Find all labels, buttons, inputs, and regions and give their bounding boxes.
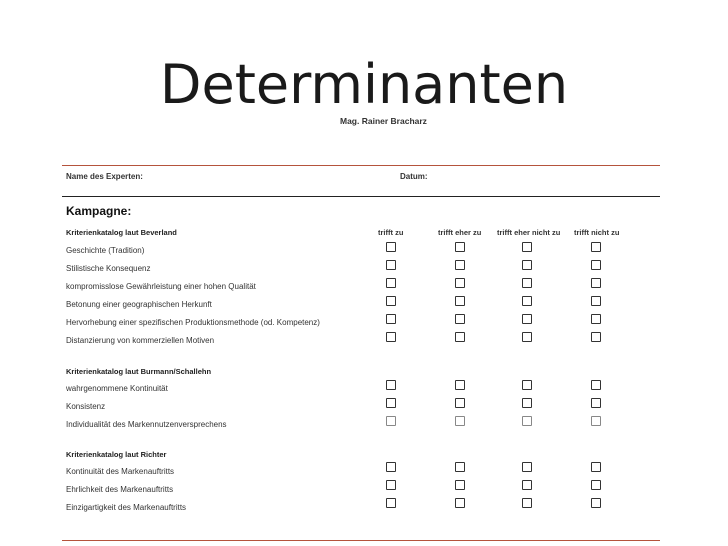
- rating-checkbox[interactable]: [591, 498, 601, 508]
- date-label: Datum:: [400, 172, 428, 181]
- rating-checkbox[interactable]: [386, 480, 396, 490]
- rating-checkbox[interactable]: [455, 260, 465, 270]
- rating-checkbox[interactable]: [591, 314, 601, 324]
- column-trifft-eher-nicht-zu: trifft eher nicht zu: [497, 228, 561, 237]
- column-trifft-nicht-zu: trifft nicht zu: [574, 228, 620, 237]
- rating-checkbox[interactable]: [455, 314, 465, 324]
- rating-checkbox[interactable]: [522, 462, 532, 472]
- section-heading-beverland: Kriterienkatalog laut Beverland: [66, 228, 177, 237]
- rating-checkbox[interactable]: [386, 242, 396, 252]
- rating-checkbox[interactable]: [591, 480, 601, 490]
- rating-checkbox[interactable]: [386, 260, 396, 270]
- expert-label: Name des Experten:: [66, 172, 143, 181]
- rating-checkbox[interactable]: [386, 462, 396, 472]
- rating-checkbox[interactable]: [455, 296, 465, 306]
- author-name: Mag. Rainer Bracharz: [340, 116, 427, 126]
- rating-checkbox[interactable]: [386, 498, 396, 508]
- divider-bottom: [62, 540, 660, 541]
- divider-top: [62, 165, 660, 166]
- criterion-row: Kontinuität des Markenauftritts: [66, 467, 175, 476]
- rating-checkbox[interactable]: [386, 398, 396, 408]
- rating-checkbox[interactable]: [455, 332, 465, 342]
- divider-form: [62, 196, 660, 197]
- rating-checkbox[interactable]: [455, 416, 465, 426]
- section-heading-richter: Kriterienkatalog laut Richter: [66, 450, 167, 459]
- criterion-row: Distanzierung von kommerziellen Motiven: [66, 336, 215, 345]
- rating-checkbox[interactable]: [522, 480, 532, 490]
- rating-checkbox[interactable]: [386, 296, 396, 306]
- rating-checkbox[interactable]: [386, 278, 396, 288]
- rating-checkbox[interactable]: [522, 260, 532, 270]
- rating-checkbox[interactable]: [591, 332, 601, 342]
- rating-checkbox[interactable]: [522, 332, 532, 342]
- rating-checkbox[interactable]: [591, 380, 601, 390]
- rating-checkbox[interactable]: [386, 314, 396, 324]
- criterion-row: Ehrlichkeit des Markenauftritts: [66, 485, 174, 494]
- rating-checkbox[interactable]: [455, 380, 465, 390]
- rating-checkbox[interactable]: [455, 462, 465, 472]
- criterion-row: Konsistenz: [66, 402, 106, 411]
- page-title: Determinanten: [159, 53, 569, 116]
- rating-checkbox[interactable]: [522, 314, 532, 324]
- rating-checkbox[interactable]: [591, 242, 601, 252]
- rating-checkbox[interactable]: [522, 278, 532, 288]
- rating-checkbox[interactable]: [455, 242, 465, 252]
- rating-checkbox[interactable]: [386, 332, 396, 342]
- criterion-row: wahrgenommene Kontinuität: [66, 384, 168, 393]
- rating-checkbox[interactable]: [591, 278, 601, 288]
- rating-checkbox[interactable]: [455, 398, 465, 408]
- rating-checkbox[interactable]: [522, 380, 532, 390]
- criterion-row: Stilistische Konsequenz: [66, 264, 151, 273]
- section-heading-burmann: Kriterienkatalog laut Burmann/Schallehn: [66, 367, 212, 376]
- rating-checkbox[interactable]: [591, 260, 601, 270]
- criterion-row: Geschichte (Tradition): [66, 246, 145, 255]
- criterion-row: Einzigartigkeit des Markenauftritts: [66, 503, 187, 512]
- criterion-row: Individualität des Markennutzenversprechens: [66, 420, 227, 429]
- rating-checkbox[interactable]: [591, 462, 601, 472]
- rating-checkbox[interactable]: [386, 380, 396, 390]
- rating-checkbox[interactable]: [522, 242, 532, 252]
- campaign-label: Kampagne:: [66, 204, 132, 218]
- rating-checkbox[interactable]: [455, 498, 465, 508]
- rating-checkbox[interactable]: [386, 416, 396, 426]
- rating-checkbox[interactable]: [522, 398, 532, 408]
- criterion-row: Hervorhebung einer spezifischen Produktionsmethode (od. Kompetenz): [66, 318, 320, 327]
- rating-checkbox[interactable]: [455, 278, 465, 288]
- column-trifft-zu: trifft zu: [378, 228, 404, 237]
- rating-checkbox[interactable]: [522, 296, 532, 306]
- criterion-row: Betonung einer geographischen Herkunft: [66, 300, 212, 309]
- rating-checkbox[interactable]: [455, 480, 465, 490]
- rating-checkbox[interactable]: [522, 498, 532, 508]
- rating-checkbox[interactable]: [591, 398, 601, 408]
- rating-checkbox[interactable]: [522, 416, 532, 426]
- rating-checkbox[interactable]: [591, 296, 601, 306]
- rating-checkbox[interactable]: [591, 416, 601, 426]
- column-trifft-eher-zu: trifft eher zu: [438, 228, 482, 237]
- criterion-row: kompromisslose Gewährleistung einer hohen Qualität: [66, 282, 256, 291]
